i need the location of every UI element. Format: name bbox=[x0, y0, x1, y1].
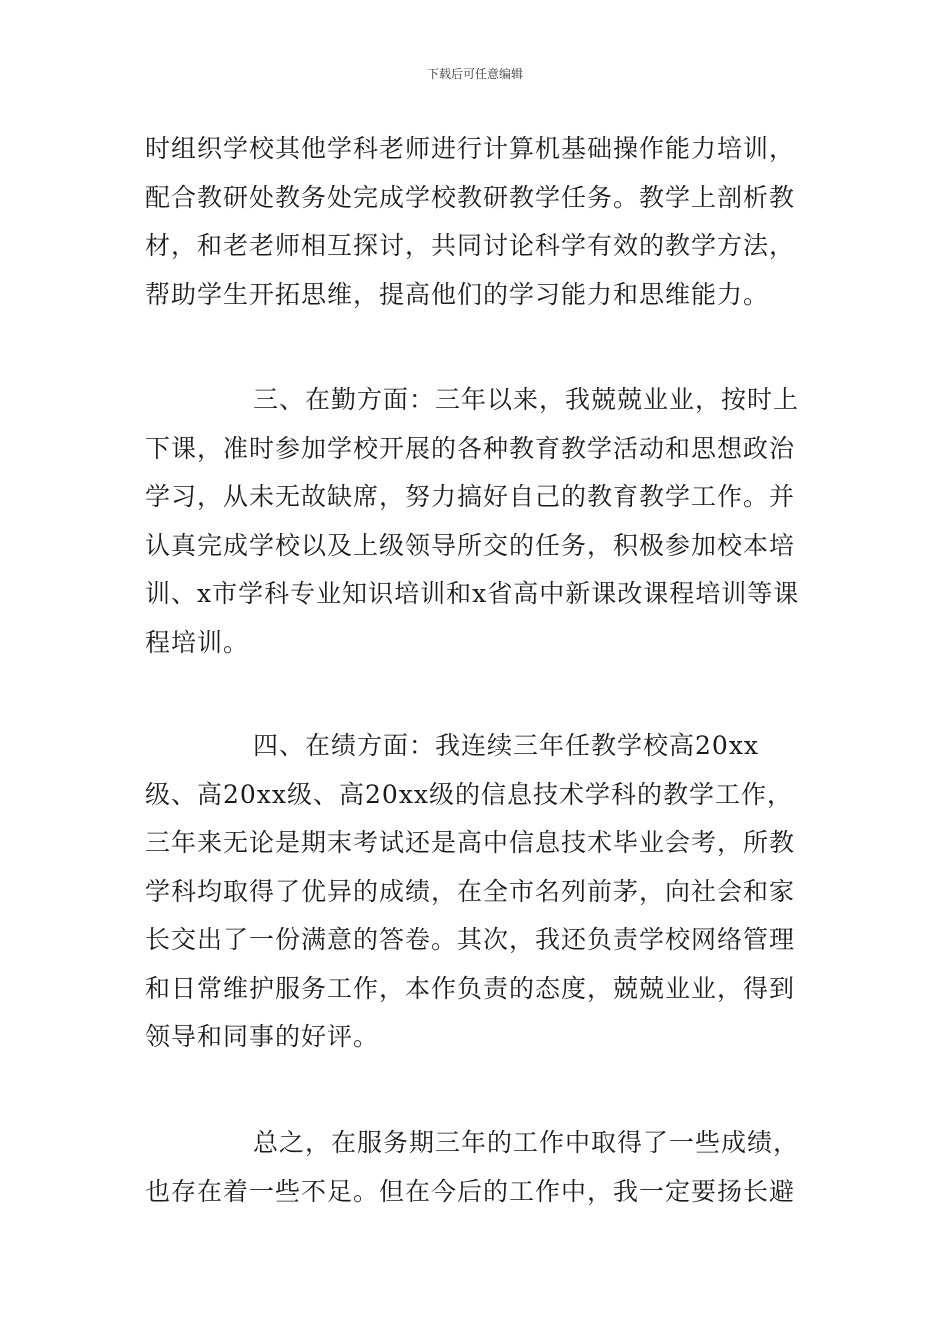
paragraph-continued-training: 时组织学校其他学科老师进行计算机基础操作能力培训，配合教研处教务处完成学校教研教学任务。教学上剖析教材，和老老师相互探讨，共同讨论科学有效的教学方法，帮助学生开拓思维，提高他们的学习能力和思维能力。 bbox=[145, 134, 796, 309]
page-header: 下载后可任意编辑 bbox=[426, 67, 523, 81]
paragraph-summary: 总之，在服务期三年的工作中取得了一些成绩，也存在着一些不足。但在今后的工作中，我一定要扬长避 bbox=[145, 1128, 800, 1206]
paragraph-achievements: 四、在绩方面：我连续三年任教学校高20xx级、高20xx级、高20xx级的信息技术学科的教学工作，三年来无论是期末考试还是高中信息技术毕业会考，所教学科均取得了优异的成绩，在全市名列前茅，向社会和家长交出了一份满意的答卷。其次，我还负责学校网络管理和日常维护服务工作，本作负责的态度，兢兢业业，得到领导和同事的好评。 bbox=[145, 731, 796, 1051]
paragraph-diligence: 三、在勤方面：三年以来，我兢兢业业，按时上下课，准时参加学校开展的各种教育教学活动和思想政治学习，从未无故缺席，努力搞好自己的教育教学工作。并认真完成学校以及上级领导所交的任务，积极参加校本培训、x市学科专业知识培训和x省高中新课改课程培训等课程培训。 bbox=[145, 385, 800, 657]
